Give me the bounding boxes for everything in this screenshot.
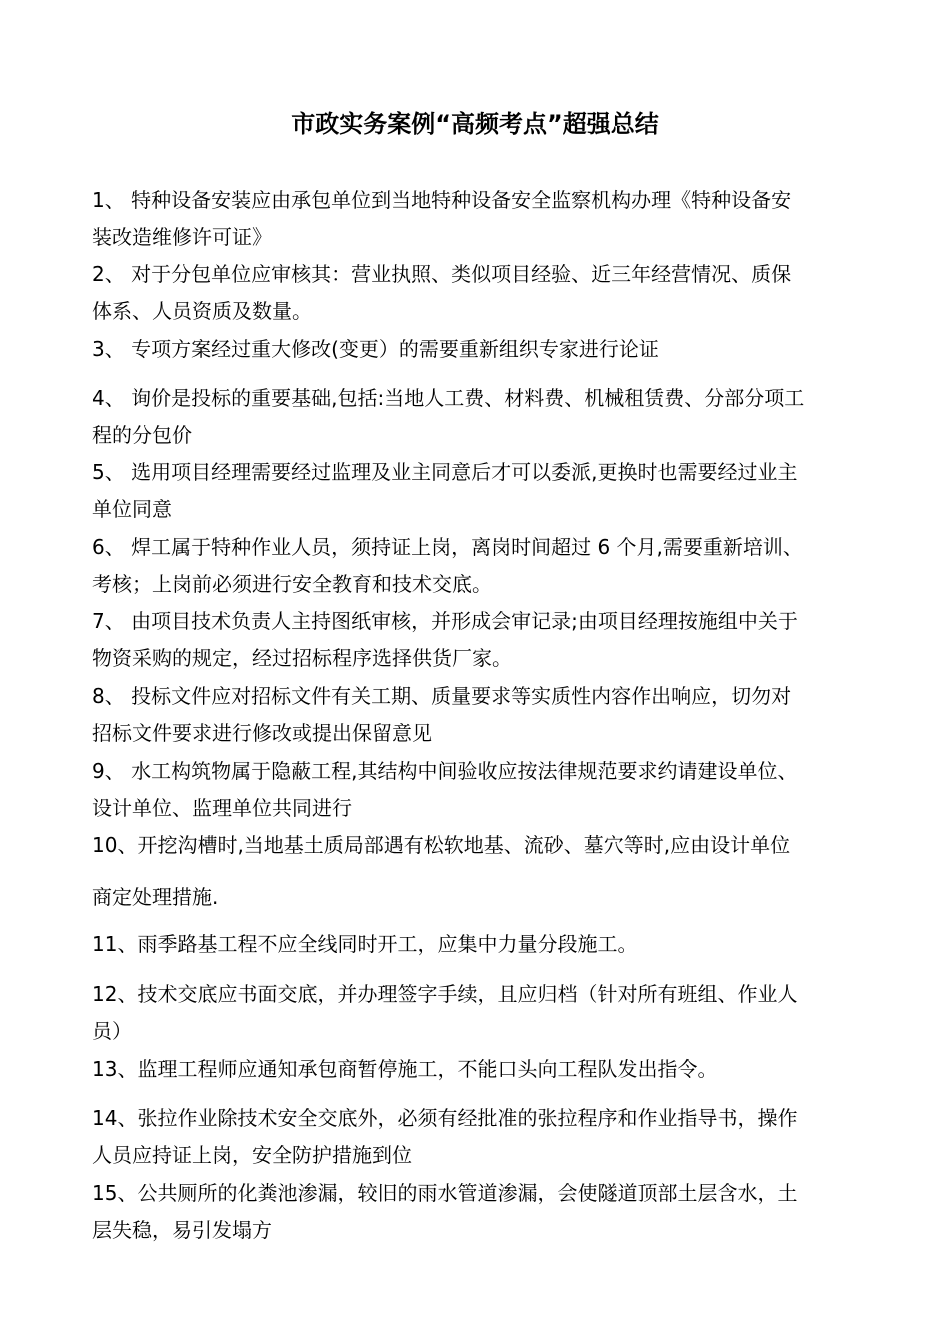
page-title: 市政实务案例“高频考点”超强总结 (291, 110, 659, 138)
item-line: 装改造维修许可证》 (92, 225, 272, 249)
item-number: 6、 (92, 535, 132, 559)
item-number: 3、 (92, 337, 132, 361)
item-text: 技术交底应书面交底，并办理签字手续，且应归档（针对所有班组、作业人 (137, 982, 798, 1006)
item-line (92, 182, 888, 219)
item-line (92, 753, 888, 790)
item-line (92, 331, 888, 368)
item-number: 10、 (92, 833, 138, 857)
item-line (92, 256, 888, 293)
item-text: 由项目技术负责人主持图纸审核，并形成会审记录;由项目经理按施组中关于 (131, 609, 798, 633)
list-item-11 (92, 926, 888, 963)
item-text: 选用项目经理需要经过监理及业主同意后才可以委派,更换时也需要经过业主 (131, 460, 798, 484)
list-item-5 (92, 454, 888, 528)
list-item-2 (92, 256, 888, 330)
item-text: 公共厕所的化粪池渗漏，较旧的雨水管道渗漏，会使隧道顶部土层含水，土 (137, 1181, 798, 1205)
list-item-3 (92, 331, 888, 368)
item-line (92, 827, 888, 864)
item-number: 8、 (92, 684, 132, 708)
item-text: 对于分包单位应审核其：营业执照、类似项目经验、近三年经营情况、质保 (131, 262, 792, 286)
item-text: 特种设备安装应由承包单位到当地特种设备安全监察机构办理《特种设备安 (131, 188, 792, 212)
list-item-1 (92, 182, 888, 256)
list-item-4 (92, 380, 888, 454)
list-item-12 (92, 976, 888, 1050)
item-line: 员） (92, 1019, 132, 1043)
item-line: 单位同意 (92, 497, 172, 521)
list-item-8 (92, 678, 888, 752)
item-text: 张拉作业除技术安全交底外，必须有经批准的张拉程序和作业指导书，操作 (137, 1106, 798, 1130)
item-number: 14、 (92, 1106, 138, 1130)
item-text: 专项方案经过重大修改(变更）的需要重新组织专家进行论证 (131, 337, 659, 361)
item-number: 2、 (92, 262, 132, 286)
item-text: 开挖沟槽时,当地基土质局部遇有松软地基、流砂、墓穴等时,应由设计单位 (137, 833, 791, 857)
list-item-10-continued (92, 879, 888, 916)
item-line (92, 926, 888, 963)
item-line (92, 1051, 888, 1088)
item-line: 程的分包价 (92, 423, 192, 447)
item-text: 雨季路基工程不应全线同时开工，应集中力量分段施工。 (137, 932, 638, 956)
item-number: 4、 (92, 386, 132, 410)
item-line (92, 976, 888, 1013)
item-number: 7、 (92, 609, 132, 633)
item-number: 11、 (92, 932, 138, 956)
list-item-6 (92, 529, 888, 603)
item-line: 体系、人员资质及数量。 (92, 299, 312, 323)
item-line (92, 678, 888, 715)
item-text: 监理工程师应通知承包商暂停施工，不能口头向工程队发出指令。 (137, 1057, 718, 1081)
list-item-13 (92, 1051, 888, 1088)
list-item-7 (92, 603, 888, 677)
item-number: 9、 (92, 759, 132, 783)
list-item-9 (92, 753, 888, 827)
item-text: 焊工属于特种作业人员，须持证上岗，离岗时间超过 6 个月,需要重新培训、 (131, 535, 803, 559)
item-text: 询价是投标的重要基础,包括:当地人工费、材料费、机械租赁费、分部分项工 (131, 386, 805, 410)
item-number: 5、 (92, 460, 132, 484)
item-line: 物资采购的规定，经过招标程序选择供货厂家。 (92, 646, 512, 670)
item-line: 考核；上岗前必须进行安全教育和技术交底。 (92, 572, 492, 596)
item-line (92, 603, 888, 640)
list-item-15 (92, 1175, 888, 1249)
item-line (92, 380, 888, 417)
item-text: 水工构筑物属于隐蔽工程,其结构中间验收应按法律规范要求约请建设单位、 (131, 759, 798, 783)
item-line (92, 1100, 888, 1137)
item-number: 1、 (92, 188, 132, 212)
item-line: 商定处理措施. (92, 885, 219, 909)
item-line: 设计单位、监理单位共同进行 (92, 796, 352, 820)
item-line: 人员应持证上岗，安全防护措施到位 (92, 1143, 412, 1167)
item-text: 投标文件应对招标文件有关工期、质量要求等实质性内容作出响应，切勿对 (131, 684, 792, 708)
item-number: 13、 (92, 1057, 138, 1081)
item-line: 招标文件要求进行修改或提出保留意见 (92, 721, 432, 745)
item-line (92, 1175, 888, 1212)
list-item-10 (92, 827, 888, 864)
item-number: 15、 (92, 1181, 138, 1205)
item-number: 12、 (92, 982, 138, 1006)
item-line (92, 529, 888, 566)
list-item-14 (92, 1100, 888, 1174)
item-line (92, 454, 888, 491)
item-line: 层失稳，易引发塌方 (92, 1218, 272, 1242)
